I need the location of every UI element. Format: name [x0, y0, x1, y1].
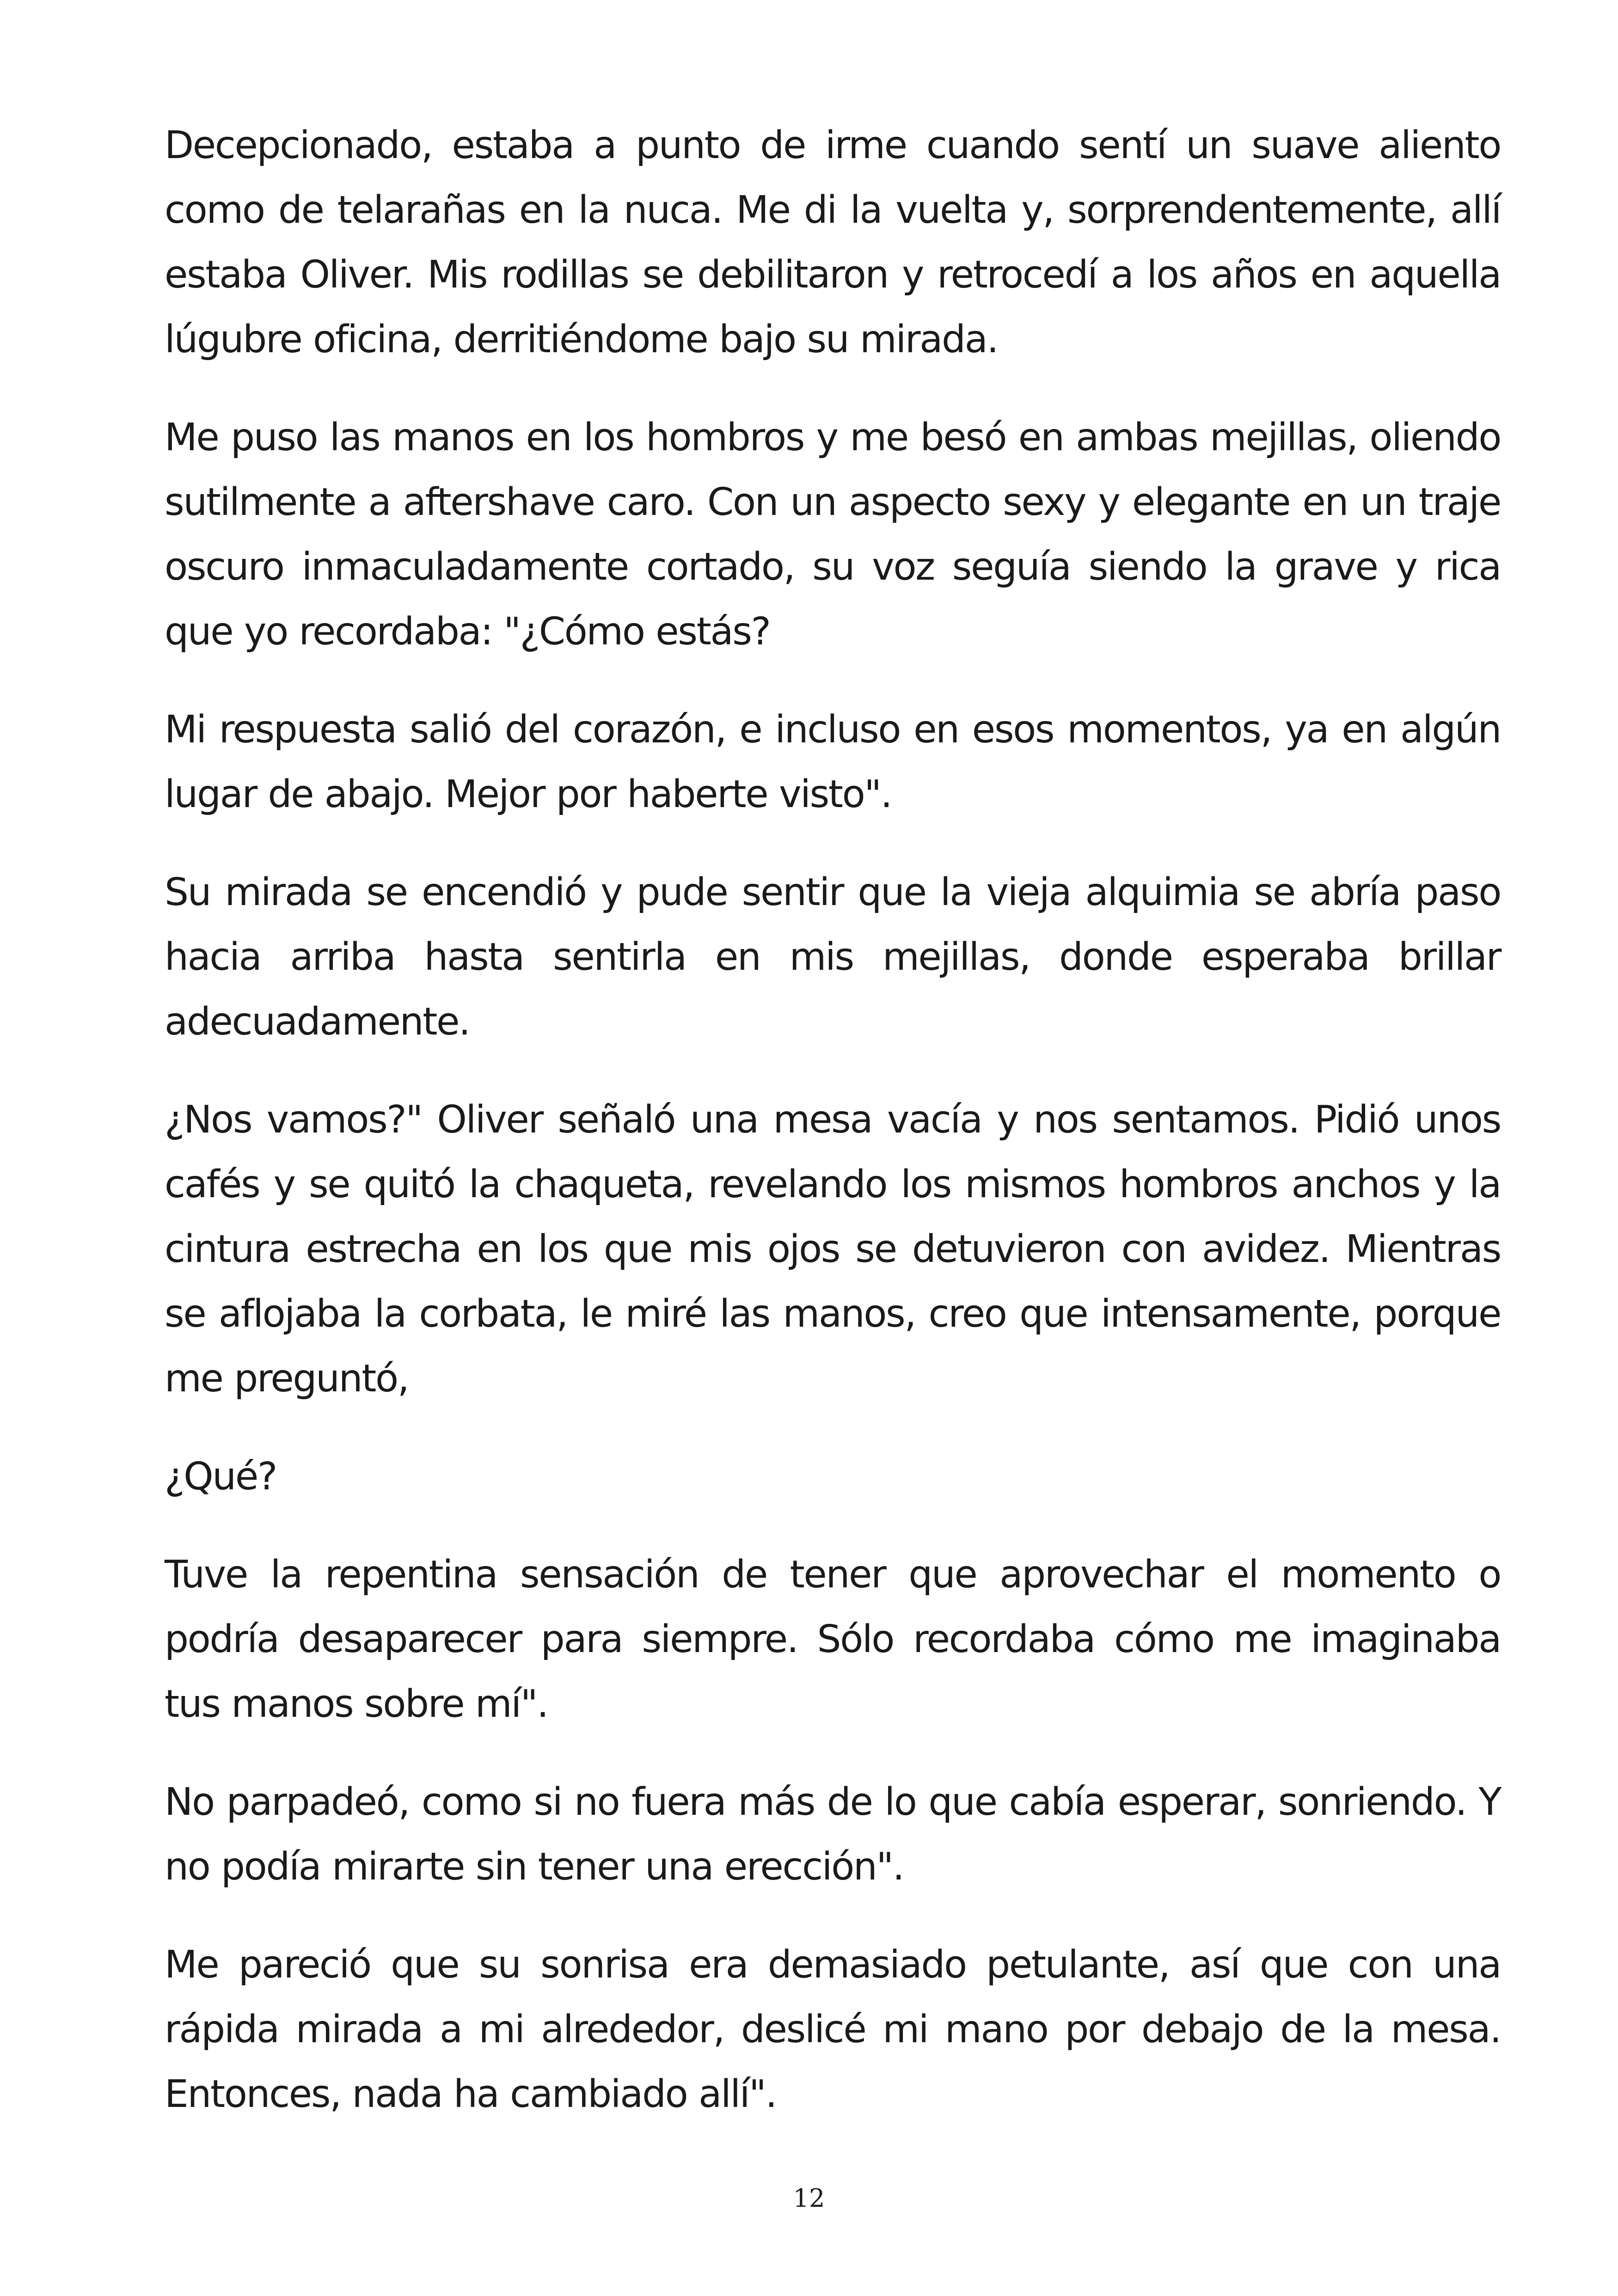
page-body: [165, 113, 1501, 2160]
paragraph: No parpadeó, como si no fuera más de lo que cabía esperar, sonriendo. Y no podía mirarte sin tener una erección".: [165, 1780, 1501, 1889]
paragraph: Tuve la repentina sensación de tener que aprovechar el momento o podría desaparecer para siempre. Sólo recordaba cómo me imaginaba tus manos sobre mí".: [165, 1553, 1501, 1726]
paragraph: Me puso las manos en los hombros y me besó en ambas mejillas, oliendo sutilmente a aftershave caro. Con un aspecto sexy y elegante en un traje oscuro inmaculadamente cortado, su voz seguía siendo la grave y rica que yo recordaba: "¿Cómo estás?: [165, 416, 1501, 654]
page-number: 12: [793, 2184, 825, 2213]
paragraph: Mi respuesta salió del corazón, e incluso en esos momentos, ya en algún lugar de abajo. Mejor por haberte visto".: [165, 708, 1501, 816]
paragraph: Me pareció que su sonrisa era demasiado petulante, así que con una rápida mirada a mi alrededor, deslicé mi mano por debajo de la mesa. Entonces, nada ha cambiado allí".: [165, 1943, 1501, 2116]
paragraph: ¿Nos vamos?" Oliver señaló una mesa vacía y nos sentamos. Pidió unos cafés y se quitó la chaqueta, revelando los mismos hombros anchos y la cintura estrecha en los que mis ojos se detuvieron con avidez. Mientras se aflojaba la corbata, le miré las manos, creo que intensamente, porque me preguntó,: [165, 1098, 1501, 1401]
paragraph: Decepcionado, estaba a punto de irme cuando sentí un suave aliento como de telarañas en la nuca. Me di la vuelta y, sorprendentemente, allí estaba Oliver. Mis rodillas se debilitaron y retrocedí a los años en aquella lúgubre oficina, derritiéndome bajo su mirada.: [165, 123, 1501, 361]
paragraph: ¿Qué?: [165, 1455, 277, 1499]
paragraph: Su mirada se encendió y pude sentir que la vieja alquimia se abría paso hacia arriba hasta sentirla en mis mejillas, donde esperaba brillar adecuadamente.: [165, 870, 1501, 1044]
